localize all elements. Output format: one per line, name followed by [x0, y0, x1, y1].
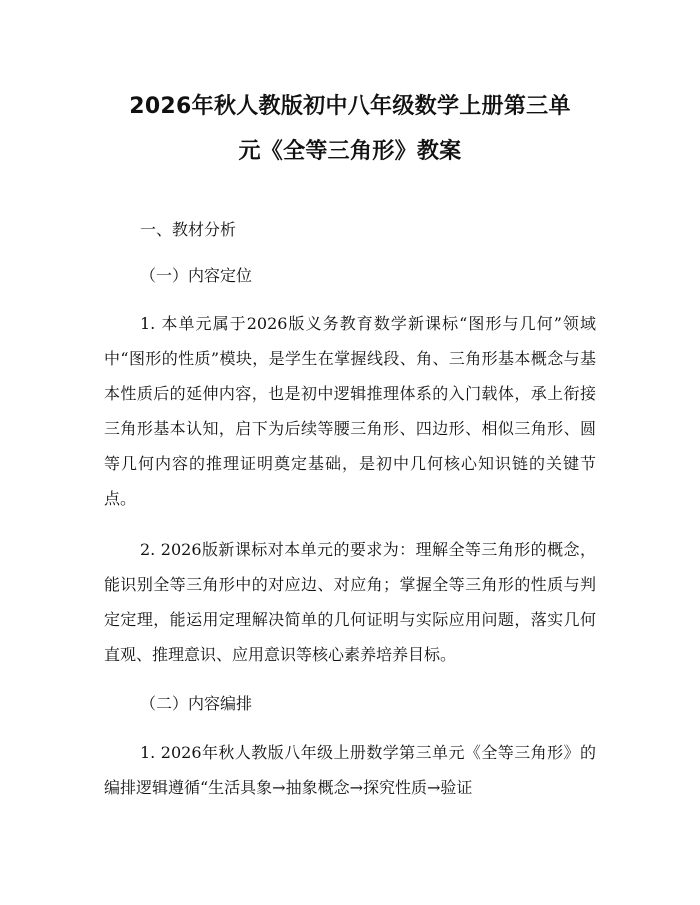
title-line-1: 2026年秋人教版初中八年级数学上册第三单 [129, 94, 571, 119]
paragraph-2: 2. 2026版新课标对本单元的要求为：理解全等三角形的概念，能识别全等三角形中的对应边、对应角；掌握全等三角形的性质与判定定理，能运用定理解决简单的几何证明与实际应用问题，落实几何直观、推理意识、应用意识等核心素养培养目标。 [104, 540, 596, 664]
section-heading-teaching-material-analysis: 一、教材分析 [140, 220, 237, 239]
paragraph-3: 1. 2026年秋人教版八年级上册数学第三单元《全等三角形》的编排逻辑遵循“生活具象→抽象概念→探究性质→验证 [104, 743, 596, 797]
paragraph-1: 1. 本单元属于2026版义务教育数学新课标“图形与几何”领域中“图形的性质”模块，是学生在掌握线段、角、三角形基本概念与基本性质后的延伸内容，也是初中逻辑推理体系的入门载体，承上衔接三角形基本认知，启下为后续等腰三角形、四边形、相似三角形、圆等几何内容的推理证明奠定基础，是初中几何核心知识链的关键节点。 [104, 314, 596, 508]
subsection-heading-content-positioning: （一）内容定位 [140, 266, 253, 285]
subsection-heading-content-arrangement: （二）内容编排 [140, 694, 253, 713]
document-title [104, 84, 596, 174]
title-line-2: 元《全等三角形》教案 [238, 139, 462, 164]
